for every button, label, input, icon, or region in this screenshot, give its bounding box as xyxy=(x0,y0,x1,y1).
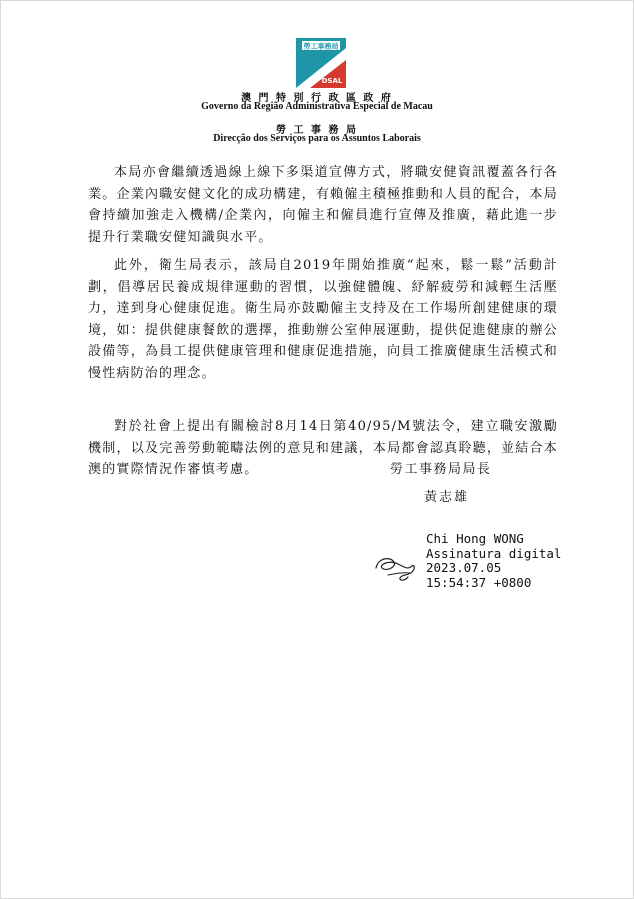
signatory-name: 黃志雄 xyxy=(424,490,470,505)
paragraph-2-text: 此外，衛生局表示，該局自2019年開始推廣“起來，鬆一鬆”活動計劃，倡導居民養成規律運動的習慣，以強健體魄、紓解疲勞和減輕生活壓力，達到身心健康促進。衛生局亦鼓勵僱主支持及在工作場所創建健康的環境，如：提供健康餐飲的選擇，推動辦公室伸展運動，提供促進健康的辦公設備等，為員工提供健康管理和健康促進措施，向員工推廣健康生活模式和慢性病防治的理念。 xyxy=(88,258,558,381)
digital-signature-name: Chi Hong WONG xyxy=(426,531,524,546)
digital-signature-time: 15:54:37 +0800 xyxy=(426,574,532,590)
government-name-pt: Governo da Região Administrativa Especial de Macau xyxy=(201,101,433,112)
paragraph-1 xyxy=(88,162,558,248)
digital-signature-label: Assinatura digital xyxy=(426,545,562,561)
paragraph-3-text: 對於社會上提出有關檢討8月14日第40/95/M號法令，建立職安激勵機制，以及完善勞動範疇法例的意見和建議，本局都會認真聆聽，並結合本澳的實際情況作審慎考慮。 xyxy=(88,419,558,477)
dsal-logo-icon xyxy=(296,38,346,88)
signatory-title: 勞工事務局局長 xyxy=(390,462,492,477)
department-name-zh: 勞 工 事 務 局 xyxy=(276,125,358,136)
logo-text: 勞工事務局 xyxy=(303,42,339,51)
digital-signature-date: 2023.07.05 xyxy=(426,560,502,575)
department-name-pt: Direcção dos Serviços para os Assuntos Laborais xyxy=(213,133,421,144)
paragraph-1-text: 本局亦會繼續透過線上線下多渠道宣傳方式，將職安健資訊覆蓋各行各業。企業內職安健文化的成功構建，有賴僱主積極推動和人員的配合，本局會持續加強走入機構/企業內，向僱主和僱員進行宣傳及推廣，藉此進一步提升行業職安健知識與水平。 xyxy=(88,165,558,245)
paragraph-2 xyxy=(88,255,558,384)
logo-subtext: DSAL xyxy=(321,77,343,85)
digital-signature-block xyxy=(426,532,561,590)
handwritten-signature-icon xyxy=(372,548,420,584)
government-name-zh: 澳 門 特 別 行 政 區 政 府 xyxy=(241,93,393,104)
